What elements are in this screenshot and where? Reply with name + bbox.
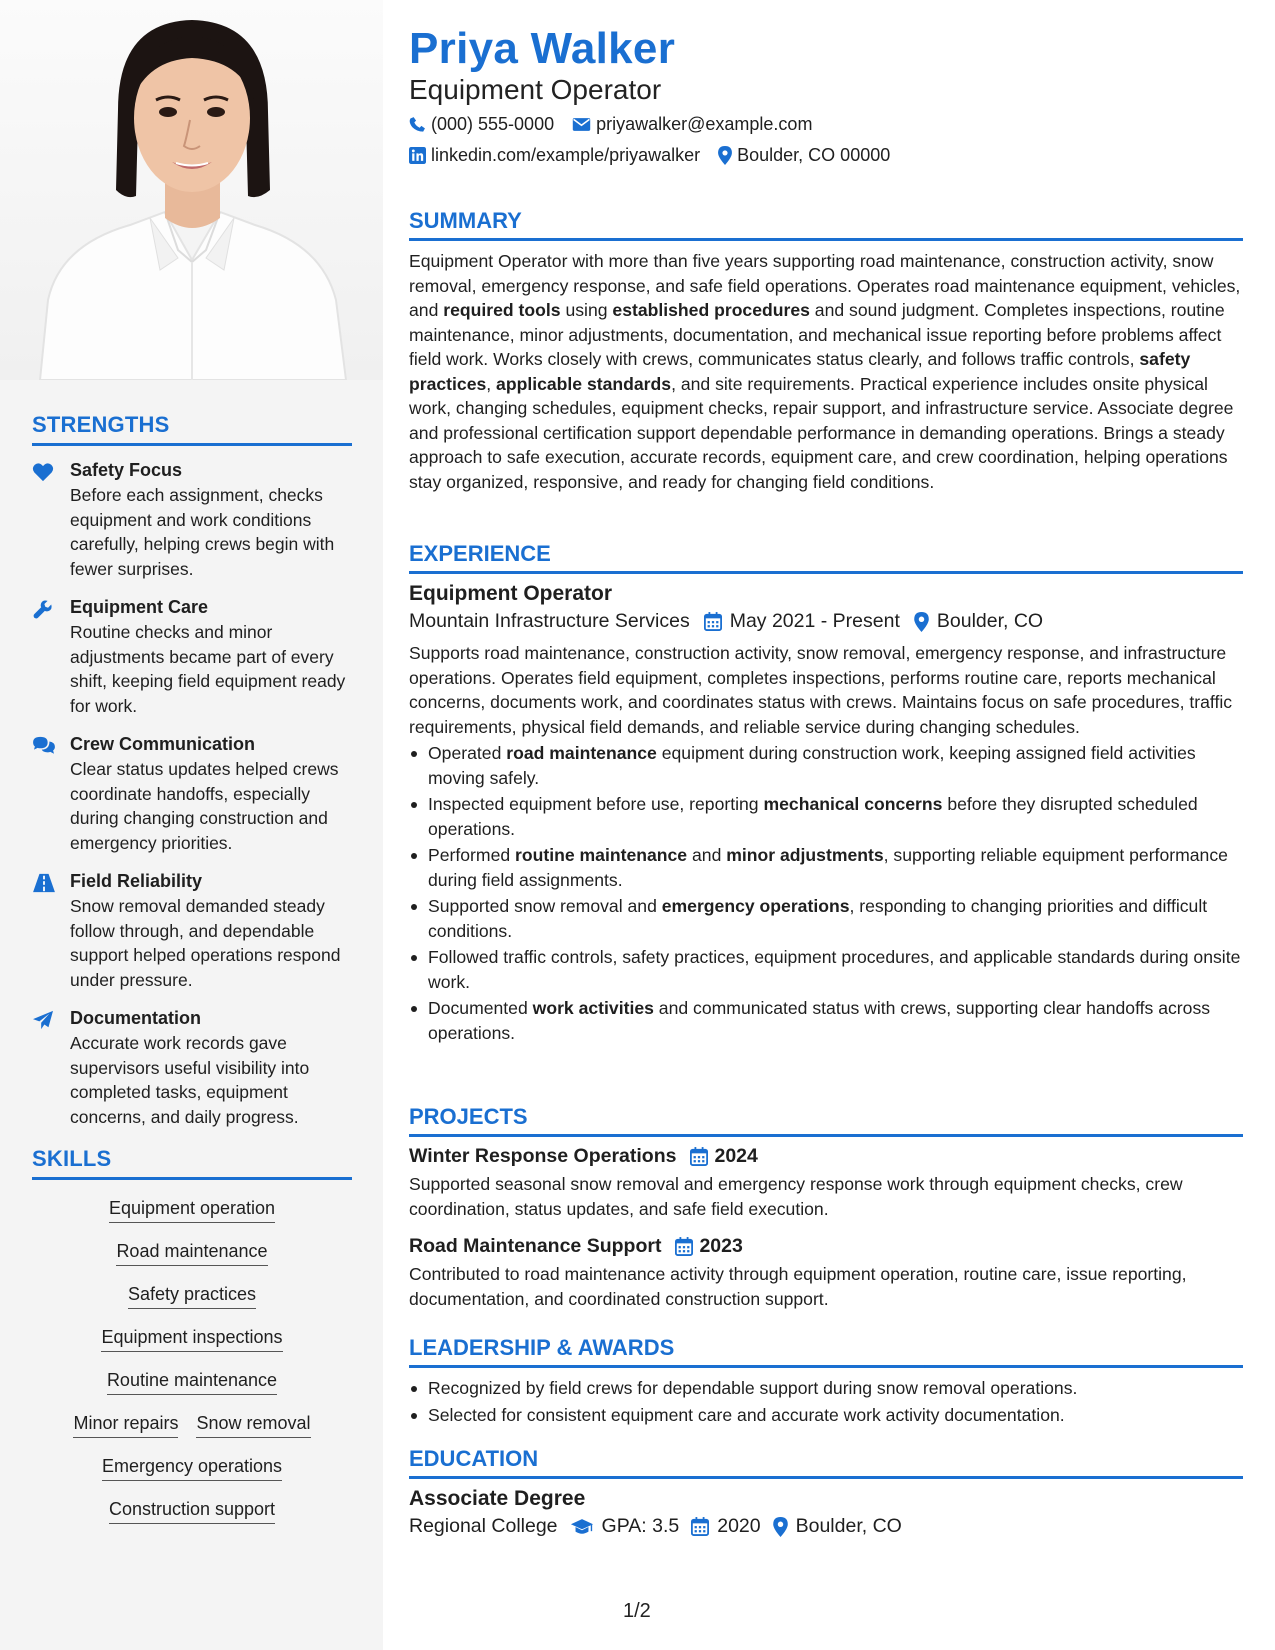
linkedin-text: linkedin.com/example/priyawalker [431,145,701,165]
job-meta [409,610,1243,633]
education-meta [409,1515,1243,1538]
heart-icon [32,460,70,581]
list-item: Operated road maintenance equipment during construction work, keeping assigned field activities moving safely. [409,741,1243,790]
skills-section [32,1146,352,1542]
awards-list [409,1376,1243,1427]
road-icon [32,871,70,992]
skill-tag: Emergency operations [102,1456,282,1481]
skill-tag: Safety practices [128,1284,256,1309]
strength-desc: Before each assignment, checks equipment and work conditions carefully, helping crews begin with fewer surprises. [70,485,335,579]
gpa: GPA: 3.5 [601,1515,680,1537]
list-item: Inspected equipment before use, reporting mechanical concerns before they disrupted scheduled operations. [409,792,1243,841]
summary-heading: SUMMARY [409,208,1243,241]
envelope-icon [572,117,591,132]
profile-photo [0,0,383,380]
list-item: Supported snow removal and emergency operations, responding to changing priorities and difficult conditions. [409,894,1243,943]
strength-title: Field Reliability [70,871,203,891]
comments-icon [32,734,70,855]
awards-section [409,1335,1243,1429]
project-title: Winter Response Operations 2024 [409,1145,758,1167]
skill-tag: Routine maintenance [107,1370,277,1395]
linkedin-contact[interactable] [409,145,700,166]
strength-desc: Accurate work records gave supervisors useful visibility into completed tasks, equipment concerns, and daily progress. [70,1033,310,1127]
list-item: Documented work activities and communicated status with crews, supporting clear handoffs across operations. [409,996,1243,1045]
strength-item [32,1008,352,1129]
graduation-cap-icon [570,1518,594,1536]
phone-icon [409,116,426,133]
project-desc: Supported seasonal snow removal and emergency response work through equipment checks, crew coordination, status updates, and safe field execution. [409,1174,1183,1219]
project-year: 2023 [699,1235,743,1257]
phone-contact[interactable] [409,114,554,135]
strength-title: Equipment Care [70,597,209,617]
summary-text: Equipment Operator with more than five years supporting road maintenance, construction activity, snow removal, emergency response, and safe field operations. Operates road maintenance equipment, vehicles, and required tools using established procedures and sound judgment. Completes inspections, routine maintenance, minor adjustments, documentation, and mechanical issue reporting before problems affect field work. Works closely with crews, communicates status clearly, and follows traffic controls, safety practices, applicable standards, and site requirements. Practical experience includes onsite physical work, changing schedules, equipment checks, repair support, and infrastructure service. Associate degree and professional certification support dependable performance in demanding operations. Brings a steady approach to safe execution, accurate records, equipment care, and crew coordination, helping operations stay organized, responsive, and ready for changing field conditions. [409,251,1241,492]
projects-section [409,1104,1243,1311]
candidate-title: Equipment Operator [409,74,662,105]
strengths-heading: STRENGTHS [32,412,352,446]
contact-row [409,114,830,135]
education-heading: EDUCATION [409,1446,1243,1479]
map-pin-icon [718,146,732,165]
map-pin-icon [914,612,929,632]
candidate-name: Priya Walker [409,24,676,73]
email-contact[interactable] [572,114,812,135]
strength-desc: Routine checks and minor adjustments became part of every shift, keeping field equipment ready for work. [70,622,346,716]
skill-tag: Minor repairs [73,1413,178,1438]
experience-section [409,541,1243,1047]
list-item: Selected for consistent equipment care and accurate work activity documentation. [409,1403,1243,1428]
wrench-icon [32,597,70,718]
skill-tag: Construction support [109,1499,275,1524]
calendar-icon [704,612,722,631]
job-dates: May 2021 - Present [729,610,900,632]
skills-heading: SKILLS [32,1146,352,1180]
school-name: Regional College [409,1515,558,1537]
strength-desc: Snow removal demanded steady follow through, and dependable support helped operations respond under pressure. [70,896,341,990]
awards-heading: LEADERSHIP & AWARDS [409,1335,1243,1368]
skill-tag: Equipment operation [109,1198,275,1223]
job-description: Supports road maintenance, construction activity, snow removal, emergency response, and infrastructure operations. Operates field equipment, completes inspections, performs routine care, reports mechanical concerns, documents work, and coordinates status with crews. Maintains focus on safe procedures, traffic requirements, physical field demands, and reliable service during changing schedules. [409,643,1233,737]
map-pin-icon [773,1517,788,1537]
phone-text: (000) 555-0000 [431,114,555,134]
projects-heading: PROJECTS [409,1104,1243,1137]
degree-title: Associate Degree [409,1487,586,1510]
strength-title: Safety Focus [70,460,183,480]
strengths-section [32,412,352,1145]
education-location: Boulder, CO [795,1515,902,1537]
strength-item [32,871,352,992]
experience-heading: EXPERIENCE [409,541,1243,574]
summary-section [409,208,1243,494]
page-number: 1/2 [623,1600,651,1622]
job-title: Equipment Operator [409,582,613,605]
skill-tag: Road maintenance [116,1241,267,1266]
skill-tag: Equipment inspections [101,1327,282,1352]
strength-title: Crew Communication [70,734,256,754]
skill-tag: Snow removal [196,1413,310,1438]
sidebar [0,0,383,1650]
calendar-icon [690,1147,708,1166]
list-item: Recognized by field crews for dependable support during snow removal operations. [409,1376,1243,1401]
strength-item [32,597,352,718]
email-text: priyawalker@example.com [596,114,813,134]
strength-item [32,460,352,581]
location-text: Boulder, CO 00000 [737,145,891,165]
project-title: Road Maintenance Support 2023 [409,1235,743,1257]
education-year: 2020 [717,1515,761,1537]
location-contact [718,145,890,166]
list-item: Performed routine maintenance and minor adjustments, supporting reliable equipment performance during field assignments. [409,843,1243,892]
calendar-icon [691,1517,709,1536]
job-location: Boulder, CO [936,610,1044,632]
strength-item [32,734,352,855]
contact-row [409,145,908,166]
strength-desc: Clear status updates helped crews coordinate handoffs, especially during changing construction and emergency priorities. [70,759,339,853]
strength-title: Documentation [70,1008,202,1028]
list-item: Followed traffic controls, safety practices, equipment procedures, and applicable standards during onsite work. [409,945,1243,994]
job-bullets [409,741,1243,1045]
linkedin-icon [409,147,426,164]
calendar-icon [675,1237,693,1256]
project-year: 2024 [714,1145,758,1167]
paper-plane-icon [32,1008,70,1129]
project-desc: Contributed to road maintenance activity through equipment operation, routine care, issue reporting, documentation, and coordinated construction support. [409,1264,1187,1309]
company-name: Mountain Infrastructure Services [409,610,690,632]
education-section [409,1446,1243,1538]
